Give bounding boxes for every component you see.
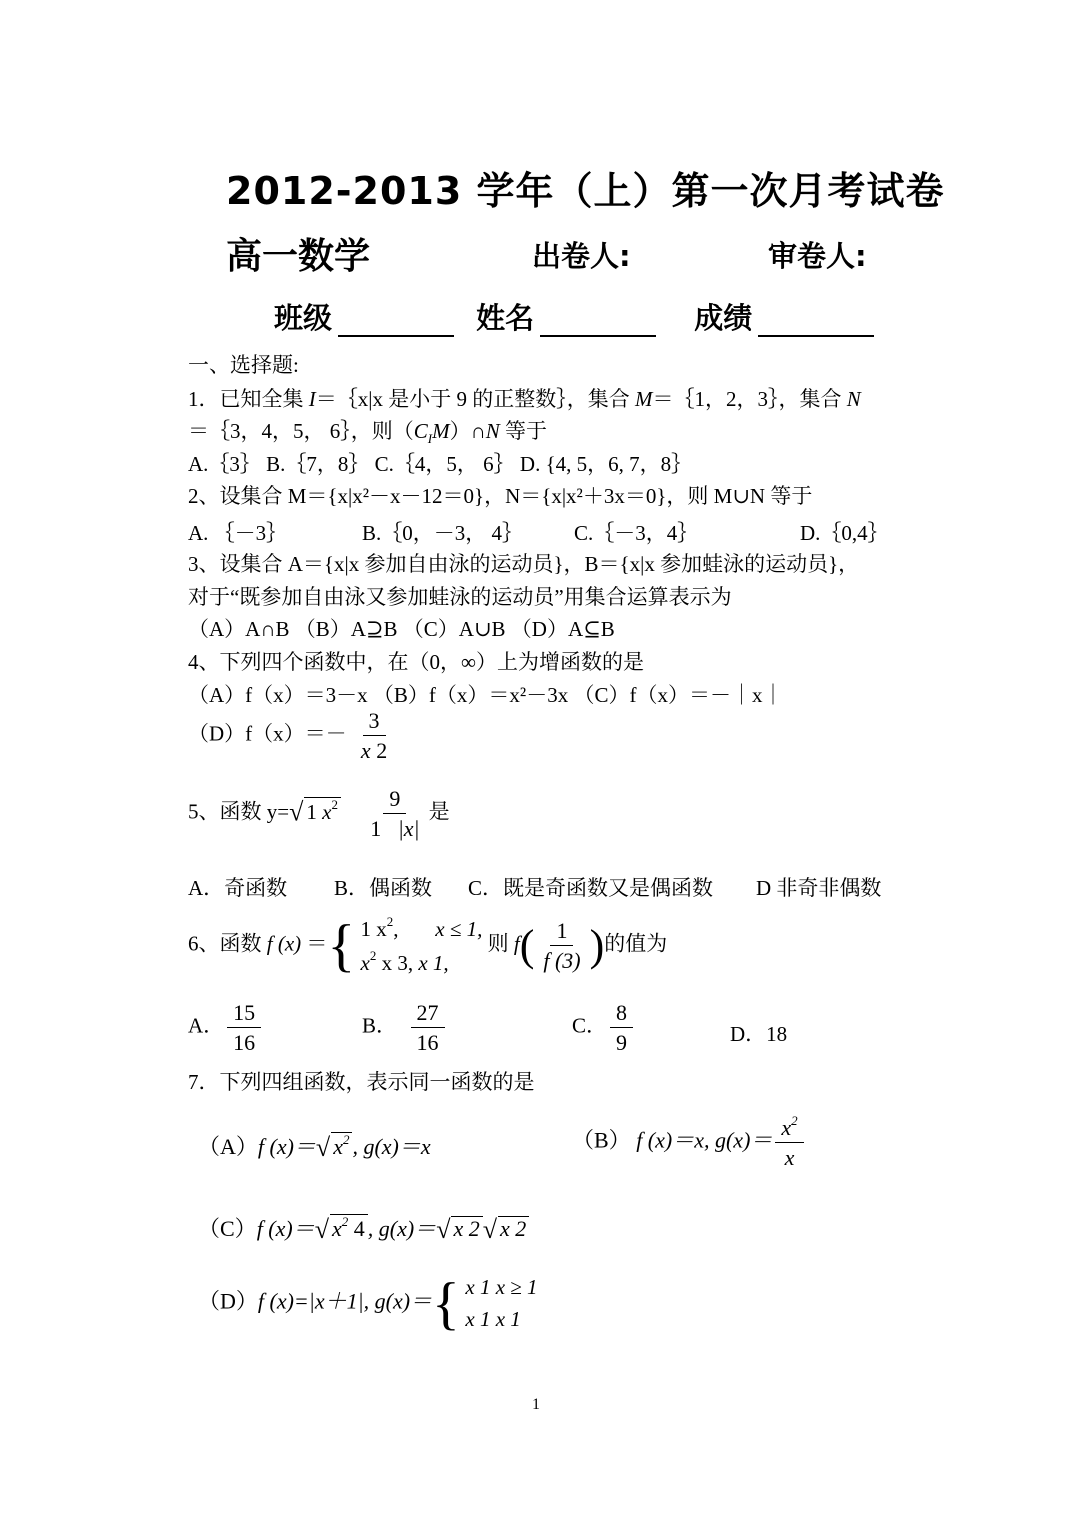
q1-text-b: ＝｛x|x 是小于 9 的正整数｝，集合 [315, 387, 635, 411]
sqrt-symbol-icon: √ [314, 1215, 329, 1244]
setter-label: 出卷人: [532, 239, 631, 273]
q1-set-M: M [634, 387, 653, 411]
q7-b-expr: f (x)＝x, g(x)＝ [636, 1127, 773, 1153]
class-label: 班级 [274, 301, 333, 335]
subject-title: 高一数学 [226, 236, 371, 277]
q7-d-case2: x 1 x 1 [465, 1306, 521, 1331]
q7-stem: 7．下列四组函数，表示同一函数的是 [188, 1070, 535, 1094]
q7-option-b [572, 1114, 807, 1171]
left-brace-icon: { [432, 1270, 460, 1336]
q1-complement-sub: I [427, 431, 433, 447]
q5-frac-num: 9 [383, 786, 406, 814]
name-blank[interactable] [540, 309, 656, 337]
q6-opt-b-den: 16 [416, 1030, 439, 1056]
q7-a-expr2: , g(x)＝x [352, 1134, 431, 1159]
q7-option-b-label: （B） [572, 1127, 631, 1153]
class-blank[interactable] [338, 309, 454, 337]
q4-frac-den-rest: 2 [370, 738, 388, 764]
q1-set-I: I [308, 387, 316, 411]
q6-opt-a-den: 16 [233, 1030, 256, 1056]
q7-c-sqrt3: x 2 [498, 1216, 529, 1241]
q2-stem: 2、设集合 M＝{x|x²－x－12＝0}，N＝{x|x²＋3x＝0}，则 M∪N 等于 [188, 484, 813, 508]
q6-stem: 6、函数 f (x) ＝{ 1 $x^2$, x ≤ 1, $x^2$ x 3, x 1, 则 f( $\frac{1}{f (3)}$ )的值为 [188, 912, 668, 978]
q6-prefix: 6、函数 [188, 931, 267, 956]
q6-option-c [572, 1000, 636, 1056]
q6-inner-den: f (3) [543, 948, 581, 973]
q7-b-fraction [775, 1114, 803, 1171]
score-label: 成绩 [694, 301, 753, 335]
q1-complement-M: M [432, 419, 450, 443]
q1-text-d: ＝｛3，4，5， 6｝，则（ [188, 419, 414, 443]
q6-option-a [188, 1000, 264, 1056]
q4-option-d-prefix: （D）f（x）＝－ [188, 721, 347, 746]
q6-option-c-label: C． [572, 1013, 608, 1038]
q7-option-a-label: （A） [198, 1134, 258, 1159]
student-info-row [274, 296, 880, 337]
q5-sqrt-x: x [322, 799, 332, 824]
q6-piecewise: 1 $x^2$, x ≤ 1, $x^2$ x 3, x 1, [360, 914, 483, 975]
q7-c-sqrt1-sup: 2 [341, 1214, 349, 1229]
q6-case2-expr: x 3, [376, 950, 414, 975]
q5-prefix: 5、函数 y= [188, 799, 290, 824]
q3-line1: 3、设集合 A＝{x|x 参加自由泳的运动员}，B＝{x|x 参加蛙泳的运动员}， [188, 552, 860, 576]
q7-c-sqrt2: x 2 [451, 1216, 482, 1241]
q7-b-num-sup: 2 [791, 1113, 798, 1128]
q6-f: f [513, 931, 520, 956]
q4-stem: 4、下列四个函数中，在（0，∞）上为增函数的是 [188, 650, 644, 674]
q1-text-e: ）∩ [449, 419, 486, 443]
q7-c-sqrt1-x: x [332, 1216, 342, 1241]
q7-option-a [198, 1130, 431, 1163]
q7-option-d-label: （D） [198, 1288, 258, 1314]
sqrt-symbol-icon: √ [436, 1215, 451, 1244]
q6-case1-cond: x ≤ 1, [435, 917, 483, 941]
q7-c-expr2: , g(x)＝ [367, 1216, 437, 1241]
sqrt-symbol-icon: √ [289, 797, 304, 827]
q5-option-d: D 非奇非偶数 [756, 876, 882, 900]
q6-case2-cond: x 1, [418, 950, 449, 975]
q6-case1-expr: 1 x [360, 917, 387, 941]
score-blank[interactable] [758, 309, 874, 337]
q5-option-c: C．既是奇函数又是偶函数 [468, 876, 714, 900]
q5-option-b: B．偶函数 [334, 876, 433, 900]
section-heading: 一、选择题: [188, 353, 299, 377]
q7-b-den: x [784, 1145, 795, 1171]
q6-opt-a-num: 15 [227, 1000, 261, 1028]
q2-option-d: D.｛0,4｝ [800, 521, 889, 545]
q6-opt-c-den: 9 [616, 1030, 628, 1056]
q6-case2-x: x [360, 950, 370, 975]
q6-suffix: 的值为 [604, 931, 668, 956]
q2-option-b: B.｛0，－3， 4｝ [362, 521, 524, 545]
q5-sqrt [304, 797, 341, 824]
q4-frac-den-x: x [360, 738, 371, 764]
q3-line2: 对于“既参加自由泳又参加蛙泳的运动员”用集合运算表示为 [188, 585, 732, 609]
q3-options: （A）A∩B （B）A⊇B （C）A∪B （D）A⊆B [188, 617, 615, 641]
q7-a-expr1: f (x)＝ [257, 1134, 316, 1159]
name-label: 姓名 [476, 301, 535, 335]
q5-fraction [364, 786, 425, 842]
q6-opt-c-num: 8 [610, 1000, 633, 1028]
q6-opt-b-num: 27 [411, 1000, 445, 1028]
q1-text-c: ＝｛1，2，3｝，集合 [652, 387, 847, 411]
q6-option-b [362, 1000, 448, 1056]
q4-option-d [188, 708, 396, 764]
q7-c-sqrt1 [330, 1214, 368, 1241]
left-brace-icon: { [327, 912, 356, 978]
q7-d-piecewise [465, 1272, 537, 1335]
q1-intersect-N: N [485, 419, 500, 443]
q6-fx: f (x) [266, 931, 302, 956]
q7-option-c-label: （C） [198, 1216, 257, 1241]
q4-options: （A）f（x）＝3－x （B）f（x）＝x²－3x （C）f（x）＝－｜x｜ [188, 683, 784, 707]
q7-a-sqrt [331, 1132, 352, 1159]
q7-c-expr1: f (x)＝ [256, 1216, 315, 1241]
q7-option-c [198, 1212, 529, 1245]
q6-option-c-fraction [610, 1000, 633, 1056]
q7-option-d [198, 1272, 538, 1335]
q7-d-expr: f (x)=|x＋1|, g(x)＝ [257, 1288, 433, 1314]
q7-a-sqrt-sup: 2 [342, 1132, 350, 1147]
q6-option-a-label: A． [188, 1013, 225, 1038]
q6-option-b-fraction [411, 1000, 445, 1056]
q5-option-a: A．奇函数 [188, 876, 288, 900]
q1-line1 [188, 383, 861, 413]
q6-option-d: D．18 [730, 1022, 788, 1046]
q6-inner-fraction [537, 918, 586, 974]
q6-inner-num: 1 [550, 918, 573, 946]
q7-c-sqrt1-rest: 4 [348, 1216, 365, 1241]
sqrt-symbol-icon: √ [315, 1133, 331, 1162]
q1-options: A.｛3｝ B.｛7，8｝ C.｛4，5， 6｝ D. {4, 5，6, 7，8｝ [188, 452, 693, 476]
q7-d-case1: x 1 x ≥ 1 [465, 1275, 538, 1299]
q6-option-b-label: B． [362, 1013, 398, 1038]
q6-option-a-fraction [227, 1000, 261, 1056]
q6-then: 则 [487, 931, 514, 956]
q1-text-a: 1．已知全集 [188, 387, 309, 411]
q5-suffix: 是 [428, 799, 450, 824]
q1-set-N: N [846, 387, 861, 411]
q5-sqrt-a: 1 [306, 799, 323, 824]
q4-frac-num: 3 [363, 708, 386, 736]
q4-option-d-fraction [355, 708, 393, 764]
q1-line2 [188, 415, 547, 447]
q5-sqrt-sup: 2 [331, 796, 338, 812]
q5-frac-den-a: 1 [370, 816, 382, 842]
sqrt-symbol-icon: √ [482, 1215, 498, 1244]
q7-b-num: x [781, 1115, 792, 1140]
q1-text-f: 等于 [499, 419, 548, 443]
q2-option-c: C.｛－3，4｝ [574, 521, 699, 545]
q7-a-sqrt-x: x [333, 1134, 343, 1159]
reviewer-label: 审卷人: [768, 239, 867, 273]
q5-frac-den-x: |x| [397, 816, 420, 842]
q1-complement-C: C [413, 419, 428, 443]
page-number: 1 [532, 1396, 540, 1413]
exam-title: 2012-2013 学年（上）第一次月考试卷 [226, 169, 945, 213]
q5-stem [188, 786, 450, 842]
q2-option-a: A. ｛－3｝ [188, 521, 288, 545]
